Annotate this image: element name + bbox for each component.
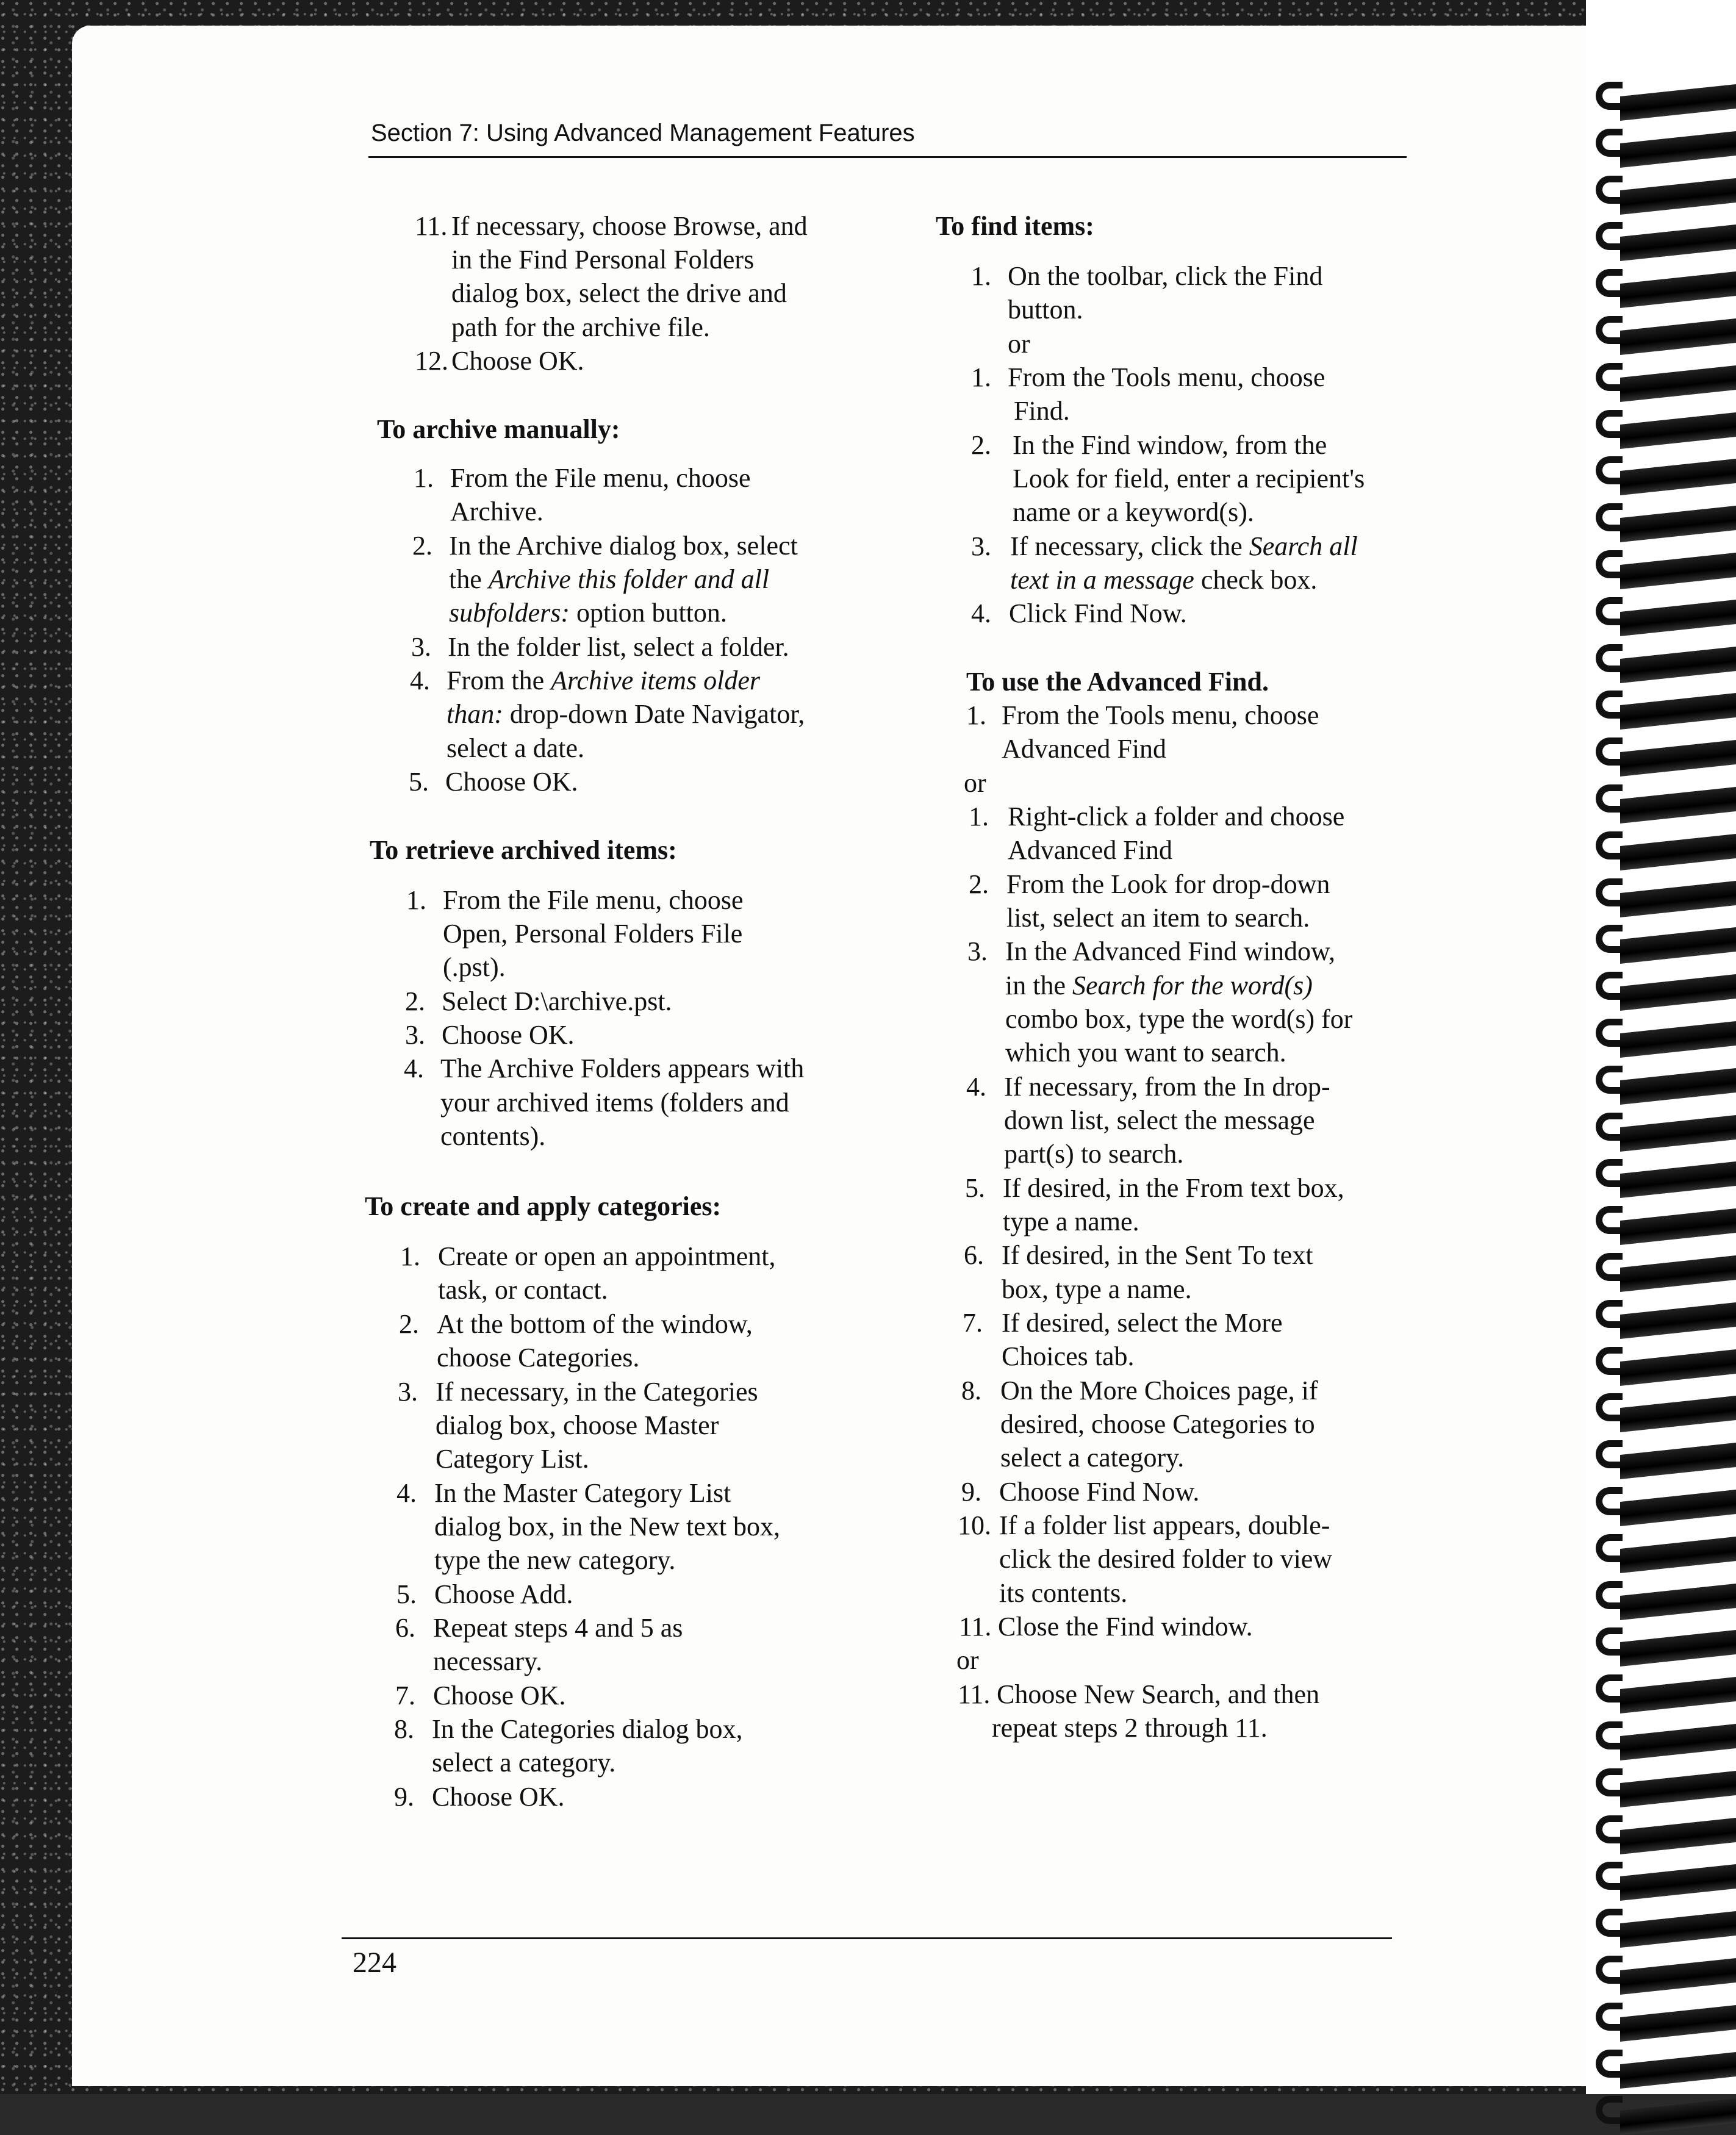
- ring-bar: [1620, 1115, 1736, 1152]
- ring-hook: [1596, 925, 1623, 953]
- list-item-number: 2.: [405, 986, 425, 1016]
- spiral-ring: [1596, 1766, 1736, 1801]
- spiral-ring: [1596, 501, 1736, 536]
- ring-hook: [1596, 1581, 1623, 1609]
- list-item-text: necessary.: [433, 1646, 543, 1676]
- ring-hook: [1596, 737, 1623, 766]
- ring-bar: [1620, 740, 1736, 777]
- text-run: the: [449, 564, 489, 594]
- ring-hook: [1596, 1440, 1623, 1468]
- list-item-text: Open, Personal Folders File: [443, 919, 743, 949]
- spiral-ring: [1596, 1391, 1736, 1426]
- page-number: 224: [353, 1947, 396, 1979]
- list-item-text: If desired, in the Sent To text: [1002, 1240, 1313, 1270]
- ring-bar: [1620, 84, 1736, 121]
- list-item-text: path for the archive file.: [451, 312, 710, 342]
- italic-text: subfolders:: [449, 598, 570, 628]
- ring-hook: [1596, 2096, 1623, 2124]
- or-separator: or: [964, 768, 986, 798]
- spiral-ring: [1596, 2094, 1736, 2129]
- list-item-number: 5.: [396, 1579, 417, 1609]
- spiral-ring: [1596, 267, 1736, 302]
- ring-bar: [1620, 131, 1736, 168]
- ring-bar: [1620, 1537, 1736, 1573]
- spiral-ring: [1596, 1579, 1736, 1614]
- list-item-text: Choose New Search, and then: [997, 1679, 1320, 1709]
- ring-hook: [1596, 1674, 1623, 1703]
- italic-text: text in a message: [1010, 565, 1194, 595]
- or-separator: or: [956, 1645, 979, 1675]
- list-item-text: If desired, select the More: [1002, 1308, 1283, 1338]
- list-item-number: 2.: [399, 1309, 419, 1339]
- list-item-text: Advanced Find: [1002, 734, 1167, 764]
- ring-hook: [1596, 316, 1623, 344]
- text-run: option button.: [570, 598, 727, 628]
- ring-hook: [1596, 1253, 1623, 1281]
- list-item-text: click the desired folder to view: [999, 1544, 1333, 1574]
- list-item-text: The Archive Folders appears with: [440, 1053, 805, 1083]
- list-item-number: 11.: [958, 1679, 991, 1709]
- list-item-text: If necessary, from the In drop-: [1004, 1072, 1330, 1102]
- footer-rule: [342, 1937, 1392, 1939]
- ring-hook: [1596, 82, 1623, 110]
- ring-bar: [1620, 1068, 1736, 1105]
- spiral-ring: [1596, 548, 1736, 583]
- list-item-text: From the Tools menu, choose: [1008, 362, 1325, 392]
- list-item-text: In the folder list, select a folder.: [448, 632, 789, 662]
- ring-bar: [1620, 1724, 1736, 1760]
- ring-bar: [1620, 1396, 1736, 1432]
- ring-hook: [1596, 878, 1623, 906]
- spiral-ring: [1596, 454, 1736, 489]
- ring-hook: [1596, 1721, 1623, 1749]
- text-run: in the: [1005, 971, 1072, 1000]
- ring-bar: [1620, 1864, 1736, 1901]
- ring-hook: [1596, 410, 1623, 438]
- ring-hook: [1596, 1815, 1623, 1843]
- ring-bar: [1620, 1911, 1736, 1948]
- ring-bar: [1620, 365, 1736, 402]
- list-item-text: task, or contact.: [438, 1275, 608, 1305]
- ring-bar: [1620, 1161, 1736, 1198]
- ring-hook: [1596, 784, 1623, 813]
- section-heading: To retrieve archived items:: [370, 835, 677, 865]
- list-item-text: In the Advanced Find window,: [1005, 936, 1335, 966]
- spiral-ring: [1596, 735, 1736, 770]
- ring-bar: [1620, 881, 1736, 917]
- spiral-ring: [1596, 1672, 1736, 1707]
- list-item-number: 11.: [959, 1612, 992, 1642]
- list-item-text: combo box, type the word(s) for: [1005, 1004, 1353, 1034]
- list-item-text: Right-click a folder and choose: [1008, 802, 1345, 831]
- spiral-ring: [1596, 1813, 1736, 1848]
- list-item-number: 2.: [969, 869, 989, 899]
- ring-bar: [1620, 1208, 1736, 1245]
- list-item-text: In the Categories dialog box,: [432, 1714, 743, 1744]
- list-item-text: Archive.: [450, 497, 543, 526]
- ring-bar: [1620, 927, 1736, 964]
- ring-hook: [1596, 550, 1623, 578]
- ring-hook: [1596, 1393, 1623, 1421]
- ring-hook: [1596, 1019, 1623, 1047]
- spiral-ring: [1596, 361, 1736, 396]
- list-item-number: 1.: [969, 802, 989, 831]
- ring-bar: [1620, 1630, 1736, 1667]
- list-item-text: type a name.: [1003, 1207, 1139, 1236]
- list-item-number: 3.: [971, 531, 991, 561]
- list-item-text: select a date.: [447, 733, 584, 763]
- list-item-text: choose Categories.: [437, 1343, 640, 1372]
- list-item-text: Choose Find Now.: [999, 1477, 1200, 1507]
- list-item-number: 1.: [414, 463, 434, 493]
- ring-bar: [1620, 1490, 1736, 1526]
- ring-bar: [1620, 1677, 1736, 1713]
- italic-text: Search for the word(s): [1072, 971, 1313, 1000]
- document-page: [72, 26, 1670, 2086]
- list-item-number: 4.: [396, 1478, 417, 1508]
- section-heading: To create and apply categories:: [365, 1191, 722, 1221]
- ring-bar: [1620, 1255, 1736, 1292]
- list-item-text: [449, 562, 769, 597]
- ring-bar: [1620, 271, 1736, 308]
- spiral-ring: [1596, 407, 1736, 443]
- list-item-text: [1010, 563, 1317, 597]
- ring-bar: [1620, 1443, 1736, 1479]
- ring-hook: [1596, 972, 1623, 1000]
- text-run: If necessary, click the: [1010, 531, 1249, 561]
- list-item-number: 4.: [410, 666, 430, 695]
- ring-bar: [1620, 1349, 1736, 1386]
- ring-bar: [1620, 1584, 1736, 1620]
- list-item-text: If necessary, in the Categories: [436, 1377, 758, 1407]
- ring-hook: [1596, 1534, 1623, 1562]
- spiral-ring: [1596, 314, 1736, 349]
- ring-bar: [1620, 1021, 1736, 1058]
- ring-bar: [1620, 2052, 1736, 2089]
- ring-hook: [1596, 1159, 1623, 1187]
- ring-bar: [1620, 1771, 1736, 1807]
- italic-text: than:: [447, 699, 503, 729]
- ring-hook: [1596, 1206, 1623, 1234]
- list-item-text: Choose OK.: [442, 1020, 575, 1050]
- list-item-text: Repeat steps 4 and 5 as: [433, 1613, 683, 1643]
- list-item-text: [1010, 529, 1358, 564]
- ring-hook: [1596, 1300, 1623, 1328]
- ring-hook: [1596, 363, 1623, 391]
- ring-hook: [1596, 691, 1623, 719]
- spiral-ring: [1596, 1016, 1736, 1052]
- ring-hook: [1596, 644, 1623, 672]
- spiral-ring: [1596, 922, 1736, 958]
- italic-text: Archive items older: [551, 666, 761, 695]
- list-item-number: 3.: [405, 1020, 425, 1050]
- list-item-text: If necessary, choose Browse, and: [451, 211, 808, 241]
- spiral-ring: [1596, 876, 1736, 911]
- ring-hook: [1596, 269, 1623, 297]
- italic-text: Search all: [1249, 531, 1358, 561]
- spiral-ring: [1596, 1250, 1736, 1286]
- ring-bar: [1620, 647, 1736, 683]
- list-item-text: From the Look for drop-down: [1006, 869, 1330, 899]
- ring-bar: [1620, 224, 1736, 261]
- list-item-text: Choose OK.: [445, 767, 578, 797]
- list-item-text: dialog box, in the New text box,: [434, 1512, 781, 1541]
- spiral-ring: [1596, 782, 1736, 817]
- list-item-number: 1.: [966, 700, 986, 730]
- list-item-text: At the bottom of the window,: [437, 1309, 753, 1339]
- list-item-number: 1.: [971, 362, 991, 392]
- list-item-text: In the Archive dialog box, select: [449, 531, 798, 561]
- spiral-ring: [1596, 1719, 1736, 1754]
- spiral-ring: [1596, 1297, 1736, 1333]
- list-item-text: dialog box, select the drive and: [451, 278, 787, 308]
- ring-hook: [1596, 2050, 1623, 2078]
- list-item-text: Choose Add.: [434, 1579, 573, 1609]
- list-item-text: Choices tab.: [1002, 1341, 1135, 1371]
- ring-bar: [1620, 2098, 1736, 2135]
- ring-hook: [1596, 1627, 1623, 1656]
- list-item-text: Category List.: [436, 1444, 589, 1474]
- list-item-text: Select D:\archive.pst.: [442, 986, 672, 1016]
- text-run: From the: [447, 666, 551, 695]
- ring-bar: [1620, 318, 1736, 355]
- ring-hook: [1596, 222, 1623, 250]
- ring-bar: [1620, 459, 1736, 495]
- list-item-text: its contents.: [999, 1578, 1128, 1608]
- list-item-text: or: [1008, 329, 1030, 359]
- list-item-text: desired, choose Categories to: [1000, 1409, 1315, 1439]
- list-item-text: If a folder list appears, double-: [999, 1510, 1330, 1540]
- list-item-number: 8.: [394, 1714, 414, 1744]
- list-item-text: Advanced Find: [1008, 835, 1173, 865]
- list-item-text: From the File menu, choose: [450, 463, 751, 493]
- ring-bar: [1620, 1302, 1736, 1339]
- list-item-text: [447, 697, 805, 731]
- list-item-number: 1.: [400, 1241, 420, 1271]
- list-item-number: 6.: [395, 1613, 415, 1643]
- list-item-text: In the Master Category List: [434, 1478, 731, 1508]
- spiral-ring: [1596, 1204, 1736, 1239]
- list-item-number: 7.: [963, 1308, 983, 1338]
- ring-bar: [1620, 178, 1736, 215]
- list-item-text: repeat steps 2 through 11.: [992, 1713, 1268, 1743]
- ring-hook: [1596, 831, 1623, 859]
- list-item-text: part(s) to search.: [1004, 1139, 1184, 1169]
- italic-text: Archive this folder and all: [488, 564, 770, 594]
- list-item-text: [447, 664, 760, 698]
- list-item-text: Click Find Now.: [1009, 598, 1187, 628]
- list-item-text: in the Find Personal Folders: [451, 245, 755, 274]
- ring-hook: [1596, 1487, 1623, 1515]
- ring-hook: [1596, 1862, 1623, 1890]
- list-item-text: [1005, 969, 1313, 1003]
- list-item-number: 3.: [411, 632, 431, 662]
- list-item-number: 1.: [406, 885, 426, 915]
- section-heading: To use the Advanced Find.: [966, 667, 1269, 697]
- ring-hook: [1596, 1909, 1623, 1937]
- list-item-number: 2.: [971, 430, 991, 460]
- ring-hook: [1596, 456, 1623, 484]
- spiral-ring: [1596, 1344, 1736, 1380]
- ring-bar: [1620, 2005, 1736, 2042]
- spiral-ring: [1596, 1438, 1736, 1473]
- ring-bar: [1620, 693, 1736, 730]
- spiral-ring: [1596, 2000, 1736, 2036]
- list-item-text: list, select an item to search.: [1006, 903, 1310, 933]
- ring-hook: [1596, 1956, 1623, 1984]
- ring-hook: [1596, 176, 1623, 204]
- section-heading: To archive manually:: [377, 414, 620, 444]
- ring-hook: [1596, 1066, 1623, 1094]
- list-item-number: 5.: [409, 767, 429, 797]
- spiral-ring: [1596, 1110, 1736, 1146]
- list-item-text: select a category.: [1000, 1443, 1185, 1473]
- spiral-ring: [1596, 173, 1736, 209]
- list-item-text: contents).: [440, 1121, 546, 1151]
- list-item-number: 3.: [967, 936, 988, 966]
- spiral-ring: [1596, 1157, 1736, 1192]
- list-item-number: 12.: [415, 346, 448, 376]
- list-item-text: Create or open an appointment,: [438, 1241, 776, 1271]
- section-heading: To find items:: [936, 211, 1094, 241]
- spiral-ring: [1596, 1953, 1736, 1989]
- spiral-ring: [1596, 1532, 1736, 1567]
- spiral-binding: [1586, 0, 1736, 2094]
- list-item-number: 9.: [961, 1477, 981, 1507]
- list-item-number: 7.: [395, 1681, 415, 1710]
- list-item-number: 9.: [394, 1782, 414, 1812]
- list-item-number: 4.: [404, 1053, 424, 1083]
- list-item-text: Choose OK.: [433, 1681, 566, 1710]
- text-run: drop-down Date Navigator,: [503, 699, 805, 729]
- list-item-number: 4.: [971, 598, 991, 628]
- list-item-text: Find.: [1014, 396, 1070, 426]
- spiral-ring: [1596, 220, 1736, 255]
- list-item-text: your archived items (folders and: [440, 1088, 789, 1118]
- ring-bar: [1620, 1818, 1736, 1854]
- header-rule: [368, 156, 1407, 158]
- list-item-text: box, type a name.: [1002, 1274, 1192, 1304]
- list-item-text: On the More Choices page, if: [1000, 1376, 1318, 1405]
- list-item-number: 1.: [971, 261, 991, 291]
- list-item-text: Choose OK.: [432, 1782, 565, 1812]
- spiral-ring: [1596, 829, 1736, 864]
- list-item-text: name or a keyword(s).: [1013, 497, 1254, 527]
- text-run: check box.: [1194, 565, 1318, 595]
- list-item-number: 6.: [964, 1240, 984, 1270]
- spiral-ring: [1596, 1063, 1736, 1099]
- ring-bar: [1620, 974, 1736, 1011]
- ring-bar: [1620, 1958, 1736, 1995]
- list-item-text: On the toolbar, click the Find: [1008, 261, 1323, 291]
- list-item-text: dialog box, choose Master: [436, 1410, 719, 1440]
- list-item-text: Close the Find window.: [998, 1612, 1253, 1642]
- ring-bar: [1620, 553, 1736, 589]
- ring-hook: [1596, 129, 1623, 157]
- list-item-text: If desired, in the From text box,: [1003, 1173, 1344, 1203]
- ring-bar: [1620, 787, 1736, 824]
- spiral-ring: [1596, 688, 1736, 723]
- list-item-number: 3.: [398, 1377, 418, 1407]
- list-item-text: which you want to search.: [1005, 1038, 1286, 1068]
- list-item-number: 10.: [958, 1510, 991, 1540]
- ring-hook: [1596, 1113, 1623, 1141]
- spiral-ring: [1596, 642, 1736, 677]
- spiral-ring: [1596, 595, 1736, 630]
- spiral-ring: [1596, 969, 1736, 1005]
- ring-hook: [1596, 1347, 1623, 1375]
- ring-hook: [1596, 1768, 1623, 1796]
- ring-hook: [1596, 597, 1623, 625]
- spiral-ring: [1596, 2047, 1736, 2083]
- list-item-number: 8.: [961, 1376, 981, 1405]
- list-item-text: button.: [1008, 295, 1083, 325]
- page-header: Section 7: Using Advanced Management Features: [371, 120, 915, 146]
- list-item-text: (.pst).: [443, 952, 506, 982]
- ring-bar: [1620, 412, 1736, 449]
- spiral-ring: [1596, 126, 1736, 162]
- list-item-text: From the Tools menu, choose: [1002, 700, 1319, 730]
- list-item-text: Look for field, enter a recipient's: [1013, 464, 1365, 493]
- spiral-ring: [1596, 1485, 1736, 1520]
- list-item-text: type the new category.: [434, 1545, 676, 1575]
- list-item-number: 2.: [412, 531, 432, 561]
- list-item-text: Choose OK.: [451, 346, 584, 376]
- list-item-number: 5.: [965, 1173, 985, 1203]
- list-item-text: From the File menu, choose: [443, 885, 744, 915]
- list-item-text: select a category.: [432, 1748, 616, 1778]
- spiral-ring: [1596, 1625, 1736, 1660]
- ring-hook: [1596, 503, 1623, 531]
- ring-hook: [1596, 2003, 1623, 2031]
- spiral-ring: [1596, 1859, 1736, 1895]
- spiral-ring: [1596, 1906, 1736, 1942]
- list-item-number: 11.: [415, 211, 448, 241]
- list-item-text: In the Find window, from the: [1013, 430, 1327, 460]
- spiral-ring: [1596, 79, 1736, 115]
- list-item-number: 4.: [966, 1072, 986, 1102]
- ring-bar: [1620, 506, 1736, 542]
- ring-bar: [1620, 600, 1736, 636]
- ring-bar: [1620, 834, 1736, 870]
- list-item-text: down list, select the message: [1004, 1105, 1315, 1135]
- list-item-text: [449, 596, 727, 630]
